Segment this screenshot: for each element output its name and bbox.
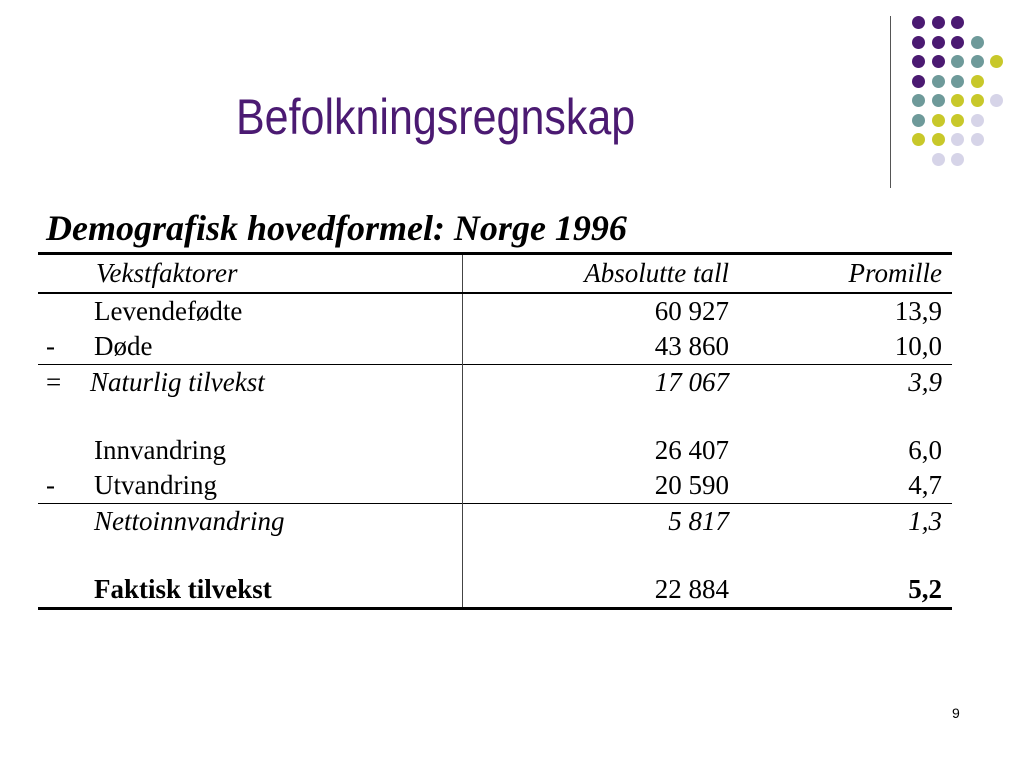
table-row xyxy=(38,329,952,365)
row-promille-value: 13,9 xyxy=(894,296,942,326)
row-promille-value: 1,3 xyxy=(735,504,952,540)
row-label-cell xyxy=(38,572,463,609)
decorative-dot xyxy=(932,36,945,49)
row-label-cell xyxy=(38,468,463,504)
row-promille-value: 4,7 xyxy=(908,470,942,500)
decorative-dot xyxy=(971,55,984,68)
row-label-cell xyxy=(38,504,463,540)
row-label-cell xyxy=(38,293,463,329)
spacer-row xyxy=(38,400,952,433)
decorative-dot xyxy=(971,133,984,146)
row-sign: - xyxy=(46,470,55,500)
spacer-row xyxy=(38,539,952,572)
row-promille-value: 5,2 xyxy=(735,572,952,609)
column-header-vekstfaktorer: Vekstfaktorer xyxy=(38,254,463,294)
decorative-dot xyxy=(932,114,945,127)
table-row xyxy=(38,293,952,329)
table-row xyxy=(38,468,952,504)
decorative-dot xyxy=(951,36,964,49)
row-label: Naturlig tilvekst xyxy=(90,367,265,397)
row-label: Levendefødte xyxy=(94,296,243,326)
decorative-dot xyxy=(971,36,984,49)
decorative-dot xyxy=(912,75,925,88)
decorative-dot xyxy=(912,16,925,29)
page-number: 9 xyxy=(952,705,960,721)
decorative-dot xyxy=(951,75,964,88)
decorative-dot xyxy=(971,94,984,107)
decorative-dot xyxy=(951,114,964,127)
decorative-dot xyxy=(971,75,984,88)
row-abs-value: 26 407 xyxy=(654,435,729,465)
row-abs-value: 20 590 xyxy=(654,470,729,500)
decorative-dot xyxy=(912,36,925,49)
table-header-row xyxy=(38,254,952,294)
row-abs-value: 5 817 xyxy=(463,504,736,540)
decorative-dot xyxy=(932,94,945,107)
decorative-dot xyxy=(912,94,925,107)
row-abs-value: 60 927 xyxy=(654,296,729,326)
demographic-table xyxy=(38,252,952,610)
row-sign: - xyxy=(46,331,55,361)
decorative-dot xyxy=(912,55,925,68)
decorative-dot xyxy=(990,94,1003,107)
decorative-dot xyxy=(951,55,964,68)
decorative-dot xyxy=(932,75,945,88)
row-label-cell xyxy=(38,365,463,401)
row-abs-value: 17 067 xyxy=(463,365,736,401)
decorative-dot xyxy=(932,55,945,68)
row-label: Utvandring xyxy=(94,470,217,500)
decorative-dot xyxy=(990,55,1003,68)
slide-title: Befolkningsregnskap xyxy=(236,89,636,145)
decorative-dot xyxy=(951,16,964,29)
row-label: Døde xyxy=(94,331,153,361)
row-promille-value: 3,9 xyxy=(735,365,952,401)
decorative-dot xyxy=(932,16,945,29)
row-label: Faktisk tilvekst xyxy=(94,574,272,604)
decorative-dot xyxy=(912,114,925,127)
title-divider-line xyxy=(890,16,891,188)
column-header-promille: Promille xyxy=(735,254,952,294)
row-promille-value: 10,0 xyxy=(894,331,942,361)
table-row xyxy=(38,365,952,401)
decorative-dot xyxy=(951,153,964,166)
row-label: Nettoinnvandring xyxy=(94,506,285,536)
table-heading: Demografisk hovedformel: Norge 1996 xyxy=(46,208,627,248)
decorative-dot xyxy=(912,133,925,146)
decorative-dot xyxy=(932,153,945,166)
row-label: Innvandring xyxy=(94,435,226,465)
table-row xyxy=(38,504,952,540)
row-label-cell xyxy=(38,329,463,365)
decorative-dot xyxy=(951,94,964,107)
decorative-dot xyxy=(951,133,964,146)
table-row xyxy=(38,433,952,468)
row-label-cell xyxy=(38,433,463,468)
decorative-dot xyxy=(971,114,984,127)
row-sign: = xyxy=(46,367,62,397)
row-abs-value: 22 884 xyxy=(463,572,736,609)
row-promille-value: 6,0 xyxy=(908,435,942,465)
row-abs-value: 43 860 xyxy=(654,331,729,361)
decorative-dot xyxy=(932,133,945,146)
column-header-absolutte-tall: Absolutte tall xyxy=(463,254,736,294)
table-row xyxy=(38,572,952,609)
